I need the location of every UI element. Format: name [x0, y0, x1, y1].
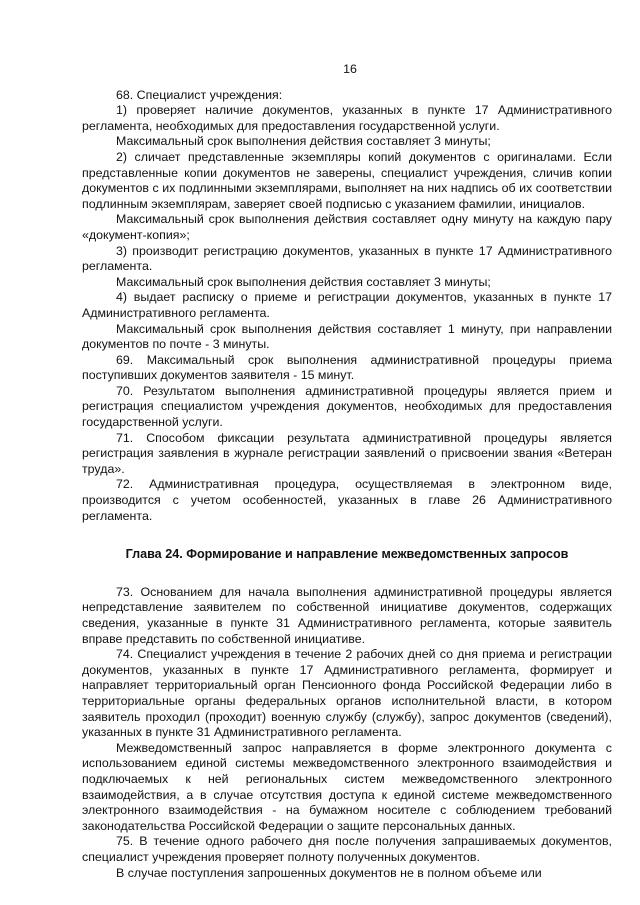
paragraph: 1) проверяет наличие документов, указанных в пункте 17 Административного регламента, необходимых для предоставления государственной услуги.: [82, 103, 612, 133]
chapter-heading: Глава 24. Формирование и направление межведомственных запросов: [125, 547, 569, 562]
page-number: 16: [343, 62, 357, 76]
paragraph: Максимальный срок выполнения действия составляет 3 минуты;: [116, 134, 491, 149]
paragraph: 72. Административная процедура, осуществляемая в электронном виде, производится с учетом особенностей, указанных в главе 26 Административного регламента.: [82, 477, 612, 523]
paragraph: В случае поступления запрошенных документов не в полном объеме или: [116, 865, 542, 880]
paragraph: 70. Результатом выполнения административной процедуры является прием и регистрация специалистом учреждения документов, необходимых для предоставления государственной услуги.: [82, 383, 612, 430]
paragraph: Максимальный срок выполнения действия составляет одну минуту на каждую пару «документ-копия»;: [82, 212, 612, 242]
paragraph: 3) производит регистрацию документов, указанных в пункте 17 Административного регламента.: [82, 243, 612, 274]
paragraph: 74. Специалист учреждения в течение 2 рабочих дней со дня приема и регистрации документов, указанных в пункте 17 Административного регламента, формирует и направляет территориальный орган Пенсионного фонда Российской Федерации либо в территориальные органы федеральных органов исполнительной власти, в котором заявитель проходил (проходит) военную службу (службу), запрос документов (сведений), указанных в пункте 31 Административного регламента.: [82, 647, 612, 740]
paragraph: Максимальный срок выполнения действия составляет 3 минуты;: [116, 274, 491, 289]
paragraph: 68. Специалист учреждения:: [116, 87, 283, 102]
paragraph: 75. В течение одного рабочего дня после получения запрашиваемых документов, специалист учреждения проверяет полноту полученных документов.: [82, 834, 612, 864]
paragraph: 71. Способом фиксации результата административной процедуры является регистрация заявления в журнале регистрации заявлений о присвоении звания «Ветеран труда».: [82, 430, 612, 476]
section-before: [82, 88, 612, 525]
paragraph: Межведомственный запрос направляется в форме электронного документа с использованием единой системы межведомственного электронного взаимодействия и подключаемых к ней региональных систем межведомственного электронного взаимодействия, а в случае отсутствия доступа к единой системе межведомственного электронного взаимодействия - на бумажном носителе с соблюдением требований законодательства Российской Федерации о защите персональных данных.: [82, 740, 612, 833]
paragraph: 69. Максимальный срок выполнения административной процедуры приема поступивших документов заявителя - 15 минут.: [82, 352, 612, 383]
paragraph: Максимальный срок выполнения действия составляет 1 минуту, при направлении документов по почте - 3 минуты.: [82, 321, 612, 352]
paragraph: 2) сличает представленные экземпляры копий документов с оригиналами. Если представленные копии документов не заверены, специалист учреждения, сличив копии документов с их подлинными экземплярами, выполняет на них надпись об их соответствии подлинным экземплярам, заверяет своей подписью с указанием фамилии, инициалов.: [82, 149, 612, 211]
paragraph: 73. Основанием для начала выполнения административной процедуры является непредставление заявителем по собственной инициативе документов, содержащих сведения, указанные в пункте 31 Административного регламента, которые заявитель вправе представить по собственной инициативе.: [82, 584, 612, 646]
paragraph: 4) выдает расписку о приеме и регистрации документов, указанных в пункте 17 Административного регламента.: [82, 290, 612, 320]
section-after: [82, 585, 612, 881]
